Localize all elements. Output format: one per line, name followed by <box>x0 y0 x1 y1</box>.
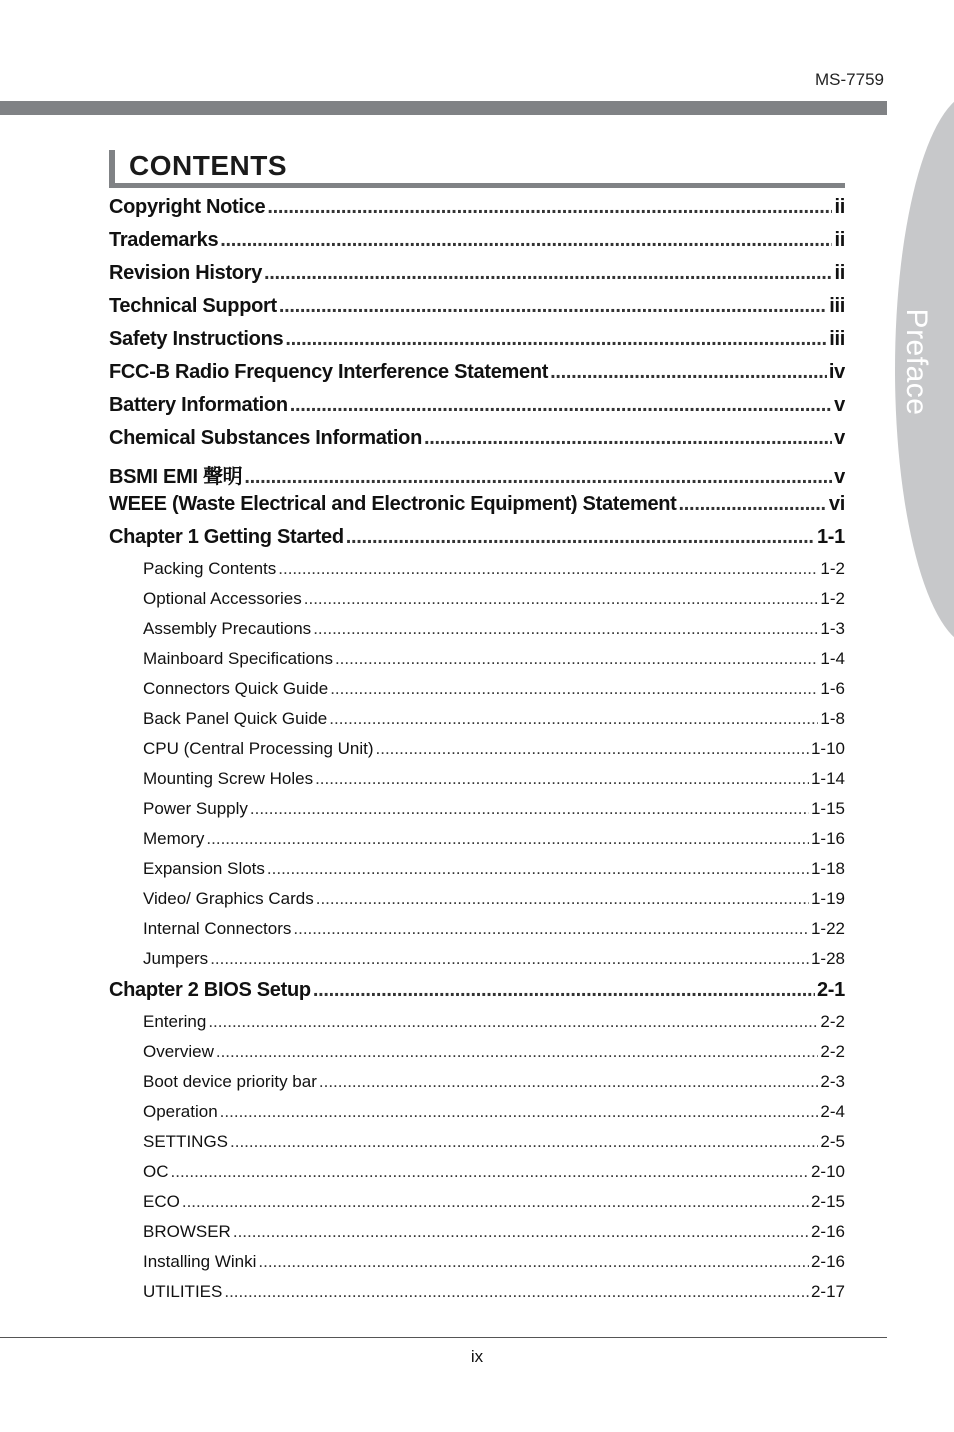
toc-entry[interactable] <box>109 589 845 619</box>
toc-entry[interactable] <box>109 889 845 919</box>
toc-dot-leader <box>244 466 832 489</box>
toc-dot-leader <box>313 979 815 1002</box>
toc-entry-page: 1-4 <box>820 649 845 668</box>
toc-entry[interactable] <box>109 196 845 229</box>
toc-entry-page: 2-3 <box>820 1072 845 1091</box>
toc-entry-page: ii <box>834 229 845 251</box>
header-bar <box>0 101 887 115</box>
page-number: ix <box>470 1347 484 1366</box>
toc-entry-title: UTILITIES <box>143 1282 223 1301</box>
toc-dot-leader <box>330 679 818 699</box>
toc-entry[interactable] <box>109 859 845 889</box>
toc-entry-title: Power Supply <box>143 799 248 818</box>
toc-entry-page: 2-17 <box>810 1282 845 1301</box>
toc-entry-title: Jumpers <box>143 949 209 968</box>
toc-entry-title: Expansion Slots <box>143 859 265 878</box>
toc-entry-title: Back Panel Quick Guide <box>143 709 328 728</box>
side-tab-label: Preface <box>900 308 933 416</box>
toc-dot-leader <box>335 649 818 669</box>
toc-dot-leader <box>267 196 832 219</box>
toc-entry-page: v <box>834 427 845 449</box>
toc-entry-title: Mounting Screw Holes <box>143 769 314 788</box>
toc-entry-page: 2-2 <box>820 1042 845 1061</box>
toc-entry-title: Chapter 1 Getting Started <box>109 526 344 548</box>
toc-entry-title: Entering <box>143 1012 207 1031</box>
toc-entry-page: 2-2 <box>820 1012 845 1031</box>
toc-entry-page: 2-15 <box>810 1192 845 1211</box>
toc-dot-leader <box>264 262 832 285</box>
toc-entry[interactable] <box>109 427 845 460</box>
toc-dot-leader <box>220 229 832 252</box>
toc-entry-page: 1-19 <box>810 889 845 908</box>
toc-dot-leader <box>329 709 818 729</box>
toc-entry-title: Video/ Graphics Cards <box>143 889 314 908</box>
toc-entry-title: Technical Support <box>109 295 277 317</box>
toc-dot-leader <box>376 739 809 759</box>
table-of-contents <box>109 196 845 1312</box>
toc-entry-title: Safety Instructions <box>109 328 284 350</box>
toc-entry-page: v <box>834 466 845 488</box>
toc-entry-page: 1-2 <box>820 589 845 608</box>
toc-dot-leader <box>316 889 809 909</box>
toc-entry-title: Optional Accessories <box>143 589 302 608</box>
toc-entry-page: 2-1 <box>816 979 845 1001</box>
toc-entry-title: BSMI EMI 聲明 <box>109 466 243 488</box>
toc-entry-title: Connectors Quick Guide <box>143 679 329 698</box>
toc-entry[interactable] <box>109 460 845 493</box>
toc-dot-leader <box>182 1192 809 1212</box>
toc-dot-leader <box>210 949 809 969</box>
toc-entry-page: 1-2 <box>820 559 845 578</box>
toc-entry[interactable] <box>109 739 845 769</box>
toc-entry-page: 2-16 <box>810 1222 845 1241</box>
toc-entry[interactable] <box>109 361 845 394</box>
toc-entry-page: 1-28 <box>810 949 845 968</box>
toc-entry-title: BROWSER <box>143 1222 231 1241</box>
toc-entry-page: ii <box>834 196 845 218</box>
toc-dot-leader <box>346 526 815 549</box>
toc-dot-leader <box>279 295 827 318</box>
toc-dot-leader <box>285 328 827 351</box>
toc-dot-leader <box>206 829 809 849</box>
toc-entry-page: 2-10 <box>810 1162 845 1181</box>
toc-entry-page: 2-5 <box>820 1132 845 1151</box>
toc-dot-leader <box>679 493 827 516</box>
toc-entry-title: CPU (Central Processing Unit) <box>143 739 374 758</box>
toc-entry[interactable] <box>109 1072 845 1102</box>
toc-entry-page: ii <box>834 262 845 284</box>
toc-dot-leader <box>278 559 818 579</box>
toc-entry-page: 1-16 <box>810 829 845 848</box>
toc-entry-title: Boot device priority bar <box>143 1072 317 1091</box>
toc-entry-title: ECO <box>143 1192 180 1211</box>
toc-dot-leader <box>424 427 832 450</box>
toc-entry-page: vi <box>828 493 845 515</box>
model-number: MS-7759 <box>815 70 884 89</box>
toc-entry-title: Chemical Substances Information <box>109 427 422 449</box>
toc-entry[interactable] <box>109 799 845 829</box>
toc-entry-page: 1-3 <box>820 619 845 638</box>
toc-entry-page: 1-6 <box>820 679 845 698</box>
footer-rule <box>0 1337 887 1338</box>
toc-dot-leader <box>224 1282 809 1302</box>
toc-entry-page: 1-22 <box>810 919 845 938</box>
contents-heading <box>109 150 845 188</box>
toc-entry[interactable] <box>109 493 845 526</box>
toc-entry-page: 2-16 <box>810 1252 845 1271</box>
toc-entry[interactable] <box>109 262 845 295</box>
toc-dot-leader <box>233 1222 809 1242</box>
toc-entry-title: Packing Contents <box>143 559 277 578</box>
toc-entry-title: Battery Information <box>109 394 288 416</box>
toc-entry-title: Overview <box>143 1042 214 1061</box>
toc-entry-page: 1-14 <box>810 769 845 788</box>
toc-dot-leader <box>220 1102 819 1122</box>
toc-dot-leader <box>304 589 819 609</box>
toc-entry-title: Assembly Precautions <box>143 619 312 638</box>
toc-entry[interactable] <box>109 559 845 589</box>
toc-dot-leader <box>258 1252 809 1272</box>
toc-entry-title: Operation <box>143 1102 218 1121</box>
toc-entry-title: Mainboard Specifications <box>143 649 333 668</box>
toc-entry-page: iii <box>829 295 845 317</box>
toc-entry[interactable] <box>109 829 845 859</box>
toc-entry-page: 1-10 <box>810 739 845 758</box>
toc-entry[interactable] <box>109 526 845 559</box>
toc-entry[interactable] <box>109 295 845 328</box>
toc-entry-title: Memory <box>143 829 205 848</box>
toc-entry[interactable] <box>109 769 845 799</box>
toc-entry-page: 1-15 <box>810 799 845 818</box>
toc-entry[interactable] <box>109 1012 845 1042</box>
toc-entry-title: Revision History <box>109 262 263 284</box>
toc-entry-page: 2-4 <box>820 1102 845 1121</box>
page-title: CONTENTS <box>129 150 287 181</box>
toc-entry-page: iv <box>828 361 845 383</box>
toc-entry[interactable] <box>109 1222 845 1252</box>
toc-dot-leader <box>290 394 832 417</box>
toc-entry[interactable] <box>109 394 845 427</box>
toc-entry-page: 1-18 <box>810 859 845 878</box>
toc-entry[interactable] <box>109 1042 845 1072</box>
toc-entry[interactable] <box>109 1132 845 1162</box>
toc-dot-leader <box>315 769 809 789</box>
toc-entry-title: FCC-B Radio Frequency Interference Statement <box>109 361 549 383</box>
toc-entry-title: Installing Winki <box>143 1252 257 1271</box>
toc-dot-leader <box>250 799 809 819</box>
toc-entry-title: WEEE (Waste Electrical and Electronic Equipment) Statement <box>109 493 677 515</box>
toc-entry-title: Chapter 2 BIOS Setup <box>109 979 311 1001</box>
toc-dot-leader <box>319 1072 819 1092</box>
toc-dot-leader <box>230 1132 818 1152</box>
toc-entry-title: OC <box>143 1162 169 1181</box>
toc-entry[interactable] <box>109 649 845 679</box>
toc-dot-leader <box>293 919 809 939</box>
toc-entry[interactable] <box>109 919 845 949</box>
toc-dot-leader <box>216 1042 819 1062</box>
toc-entry-page: v <box>834 394 845 416</box>
toc-entry-title: Internal Connectors <box>143 919 292 938</box>
toc-entry-title: Trademarks <box>109 229 219 251</box>
toc-dot-leader <box>267 859 809 879</box>
toc-entry[interactable] <box>109 229 845 262</box>
toc-entry[interactable] <box>109 679 845 709</box>
toc-dot-leader <box>550 361 827 384</box>
toc-entry[interactable] <box>109 1162 845 1192</box>
toc-dot-leader <box>171 1162 809 1182</box>
toc-entry[interactable] <box>109 1192 845 1222</box>
toc-entry-title: Copyright Notice <box>109 196 266 218</box>
toc-entry-title: SETTINGS <box>143 1132 229 1151</box>
toc-entry[interactable] <box>109 709 845 739</box>
toc-entry[interactable] <box>109 328 845 361</box>
toc-entry[interactable] <box>109 979 845 1012</box>
toc-entry-page: iii <box>829 328 845 350</box>
toc-entry[interactable] <box>109 1252 845 1282</box>
toc-entry[interactable] <box>109 1282 845 1312</box>
toc-dot-leader <box>313 619 818 639</box>
toc-entry[interactable] <box>109 619 845 649</box>
toc-entry-page: 1-8 <box>820 709 845 728</box>
toc-dot-leader <box>208 1012 818 1032</box>
toc-entry[interactable] <box>109 949 845 979</box>
toc-entry[interactable] <box>109 1102 845 1132</box>
toc-entry-page: 1-1 <box>816 526 845 548</box>
